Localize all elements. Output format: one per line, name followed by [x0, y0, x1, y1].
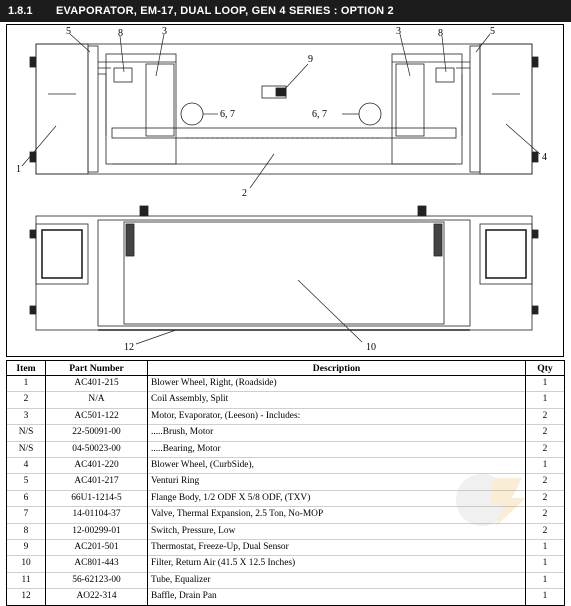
section-title: EVAPORATOR, EM-17, DUAL LOOP, GEN 4 SERIES : OPTION 2	[56, 5, 394, 17]
row-qty: 2	[526, 425, 565, 441]
bottom-view-housing	[36, 216, 532, 330]
row-description: Filter, Return Air (41.5 X 12.5 Inches)	[148, 556, 526, 572]
top-view	[30, 44, 538, 174]
filter-latch-right	[434, 224, 442, 256]
leader-5-left	[70, 34, 90, 52]
left-outlet-bracket	[30, 230, 36, 238]
header-description: Description	[148, 361, 526, 376]
right-txv	[359, 103, 381, 125]
callout-12: 12	[124, 342, 134, 353]
right-base-bracket	[532, 306, 538, 314]
row-description: Thermostat, Freeze-Up, Dual Sensor	[148, 540, 526, 556]
row-item: 6	[7, 490, 46, 506]
left-motor	[146, 64, 174, 136]
row-qty: 1	[526, 392, 565, 408]
leader-2	[250, 154, 274, 188]
row-description: .....Bearing, Motor	[148, 441, 526, 457]
left-motor-area	[106, 54, 176, 164]
right-bracket-top	[532, 57, 538, 67]
header-part-number: Part Number	[46, 361, 148, 376]
left-blower-box	[36, 44, 88, 174]
callout-1: 1	[16, 164, 21, 175]
bottom-view-leaders	[136, 280, 362, 344]
table-row	[7, 392, 565, 408]
table-row	[7, 572, 565, 588]
mount-tab-right	[418, 206, 426, 216]
right-bulkhead	[470, 46, 480, 172]
filter	[124, 222, 444, 324]
right-pressure-switch	[436, 68, 454, 82]
row-qty: 1	[526, 458, 565, 474]
filter-latch-left	[126, 224, 134, 256]
leader-3-left	[156, 34, 164, 76]
section-header	[0, 0, 571, 22]
row-qty: 2	[526, 523, 565, 539]
row-part-number: AC501-122	[46, 408, 148, 424]
row-part-number: AC801-443	[46, 556, 148, 572]
row-description: .....Brush, Motor	[148, 425, 526, 441]
row-item: 9	[7, 540, 46, 556]
row-item: 8	[7, 523, 46, 539]
table-row	[7, 376, 565, 392]
table-row	[7, 556, 565, 572]
left-base-bracket	[30, 306, 36, 314]
row-description: Valve, Thermal Expansion, 2.5 Ton, No-MOP	[148, 507, 526, 523]
row-part-number: AC401-215	[46, 376, 148, 392]
row-qty: 1	[526, 572, 565, 588]
left-bracket-top	[30, 57, 36, 67]
table-row	[7, 408, 565, 424]
right-motor-area	[392, 54, 462, 164]
row-part-number: 56-62123-00	[46, 572, 148, 588]
row-item: 11	[7, 572, 46, 588]
left-bulkhead	[88, 46, 98, 172]
row-description: Tube, Equalizer	[148, 572, 526, 588]
row-part-number: 66U1-1214-5	[46, 490, 148, 506]
callout-10: 10	[366, 342, 376, 353]
row-description: Motor, Evaporator, (Leeson) - Includes:	[148, 408, 526, 424]
row-part-number: N/A	[46, 392, 148, 408]
table-row	[7, 540, 565, 556]
row-item: 5	[7, 474, 46, 490]
left-blower-housing	[36, 224, 88, 284]
row-item: 1	[7, 376, 46, 392]
row-description: Coil Assembly, Split	[148, 392, 526, 408]
row-item: N/S	[7, 425, 46, 441]
callout-labels	[16, 26, 547, 353]
callout-8-left: 8	[118, 28, 123, 39]
row-part-number: 14-01104-37	[46, 507, 148, 523]
row-qty: 2	[526, 441, 565, 457]
row-part-number: AO22-314	[46, 589, 148, 605]
leader-12	[136, 330, 176, 344]
row-description: Baffle, Drain Pan	[148, 589, 526, 605]
row-item: 2	[7, 392, 46, 408]
left-blower-outlet	[42, 230, 82, 278]
row-part-number: 12-00299-01	[46, 523, 148, 539]
right-outlet-bracket	[532, 230, 538, 238]
watermark-logo	[452, 470, 532, 530]
row-description: Flange Body, 1/2 ODF X 5/8 ODF, (TXV)	[148, 490, 526, 506]
mount-tab-left	[140, 206, 148, 216]
leader-1	[22, 126, 56, 166]
row-description: Venturi Ring	[148, 474, 526, 490]
left-txv	[181, 103, 203, 125]
left-tubing	[98, 62, 176, 136]
top-view-housing	[36, 44, 532, 174]
row-item: 4	[7, 458, 46, 474]
table-row	[7, 589, 565, 605]
callout-5-left: 5	[66, 26, 71, 37]
left-pressure-switch	[114, 68, 132, 82]
row-item: 10	[7, 556, 46, 572]
callout-3-left: 3	[162, 26, 167, 37]
header-item: Item	[7, 361, 46, 376]
row-item: 3	[7, 408, 46, 424]
row-part-number: 04-50023-00	[46, 441, 148, 457]
leader-3-right	[400, 34, 410, 76]
callout-9: 9	[308, 54, 313, 65]
right-tubing	[392, 62, 470, 136]
table-row	[7, 441, 565, 457]
row-qty: 1	[526, 556, 565, 572]
section-number: 1.8.1	[8, 5, 33, 17]
row-part-number: AC401-220	[46, 458, 148, 474]
right-bracket-bottom	[532, 152, 538, 162]
row-item: N/S	[7, 441, 46, 457]
coil-top-rail	[112, 128, 456, 138]
row-qty: 2	[526, 408, 565, 424]
leader-5-right	[476, 34, 490, 52]
leader-9	[284, 64, 308, 90]
leader-10	[298, 280, 362, 342]
callout-6-7-right: 6, 7	[312, 109, 327, 120]
row-part-number: 22-50091-00	[46, 425, 148, 441]
right-blower-box	[480, 44, 532, 174]
row-item: 7	[7, 507, 46, 523]
callout-6-7-left: 6, 7	[220, 109, 235, 120]
row-qty: 2	[526, 507, 565, 523]
bottom-view	[30, 206, 538, 330]
right-blower-outlet	[486, 230, 526, 278]
callout-2: 2	[242, 188, 247, 199]
callout-4: 4	[542, 152, 547, 163]
row-description: Blower Wheel, Right, (Roadside)	[148, 376, 526, 392]
row-qty: 1	[526, 589, 565, 605]
row-qty: 1	[526, 540, 565, 556]
filter-frame	[98, 220, 470, 326]
header-qty: Qty	[526, 361, 565, 376]
row-description: Blower Wheel, (CurbSide),	[148, 458, 526, 474]
leader-4	[506, 124, 540, 154]
evaporator-drawing	[6, 24, 564, 357]
callout-3-right: 3	[396, 26, 401, 37]
row-description: Switch, Pressure, Low	[148, 523, 526, 539]
row-part-number: AC401-217	[46, 474, 148, 490]
row-qty: 2	[526, 490, 565, 506]
row-qty: 1	[526, 376, 565, 392]
row-part-number: AC201-501	[46, 540, 148, 556]
row-item: 12	[7, 589, 46, 605]
callout-8-right: 8	[438, 28, 443, 39]
row-qty: 2	[526, 474, 565, 490]
table-row	[7, 425, 565, 441]
callout-5-right: 5	[490, 26, 495, 37]
parts-table-header	[7, 361, 565, 376]
right-blower-housing	[480, 224, 532, 284]
